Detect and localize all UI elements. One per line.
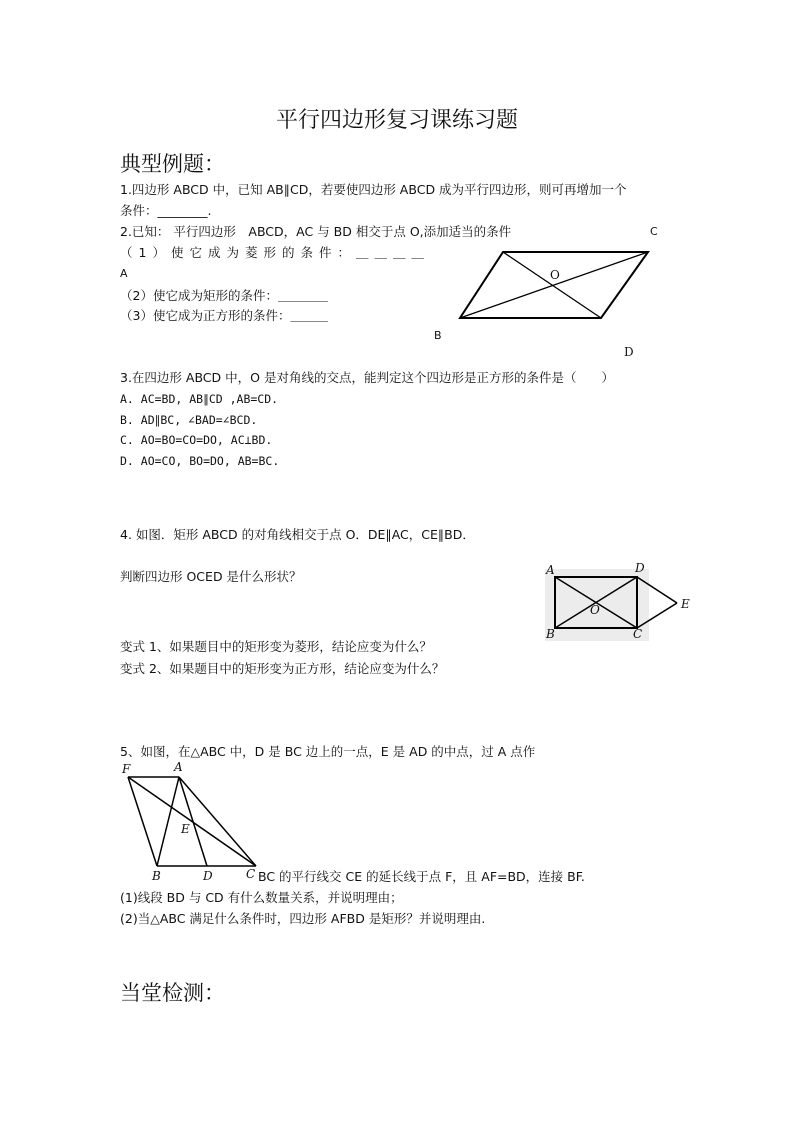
segment-fc xyxy=(128,777,256,866)
q4-stem: 4. 如图．矩形 ABCD 的对角线相交于点 O．DE∥AC，CE∥BD． xyxy=(120,527,475,542)
q5-label-b: B xyxy=(152,869,161,883)
q2-label-b: B xyxy=(434,329,442,342)
q5-label-d: D xyxy=(203,869,213,883)
q4-label-c: C xyxy=(633,627,643,641)
q5-sub1: (1)线段 BD 与 CD 有什么数量关系，并说明理由； xyxy=(120,890,403,905)
q2-label-o: O xyxy=(550,268,560,282)
q5-line2: BC 的平行线交 CE 的延长线于点 F，且 AF=BD，连接 BF. xyxy=(258,869,585,884)
q2-label-c: C xyxy=(650,225,658,238)
q5-sub2: (2)当△ABC 满足什么条件时，四边形 AFBD 是矩形？并说明理由. xyxy=(120,911,486,926)
q3-option-a: A. AC=BD, AB∥CD ,AB=CD. xyxy=(120,392,279,406)
q2-label-d: D xyxy=(624,345,634,359)
q5-label-a: A xyxy=(174,760,183,774)
q2-sub3: （3）使它成为正方形的条件：＿＿＿ xyxy=(120,308,328,323)
q4-label-o: O xyxy=(590,603,600,617)
q1-line1: 1.四边形 ABCD 中，已知 AB∥CD，若要使四边形 ABCD 成为平行四边形，则可再增加一个 xyxy=(120,182,627,197)
q5-label-c: C xyxy=(246,867,256,881)
segment-ac xyxy=(179,777,256,866)
q5-line1: 5、如图，在△ABC 中，D 是 BC 边上的一点，E 是 AD 的中点，过 A 点作 xyxy=(120,744,536,759)
q3-option-d: D. AO=CO, BO=DO, AB=BC. xyxy=(120,454,280,468)
q4-variant-2: 变式 2、如果题目中的矩形变为正方形，结论应变为什么？ xyxy=(120,661,445,676)
q5-label-e: E xyxy=(181,822,190,836)
q2-sub1: （1）使它成为菱形的条件：＿＿＿＿ xyxy=(120,245,430,260)
page-title: 平行四边形复习课练习题 xyxy=(275,108,518,133)
q4-question: 判断四边形 OCED 是什么形状？ xyxy=(120,569,302,584)
q5-label-f: F xyxy=(122,762,131,776)
q2-stem: 2.已知： 平行四边形 ABCD，AC 与 BD 相交于点 O,添加适当的条件 xyxy=(120,224,512,239)
section-heading-examples: 典型例题： xyxy=(120,152,225,176)
segment-fb xyxy=(128,777,157,866)
q3-option-b: B. AD∥BC, ∠BAD=∠BCD. xyxy=(120,413,258,427)
q4-variant-1: 变式 1、如果题目中的矩形变为菱形，结论应变为什么？ xyxy=(120,639,432,654)
q3-stem: 3.在四边形 ABCD 中，O 是对角线的交点，能判定这个四边形是正方形的条件是（ ） xyxy=(120,370,614,385)
q4-label-a: A xyxy=(546,563,555,577)
q4-label-e: E xyxy=(681,597,690,611)
section-heading-classroom-check: 当堂检测： xyxy=(120,981,225,1005)
q3-option-c: C. AO=BO=CO=DO, AC⊥BD. xyxy=(120,433,273,447)
q1-line2: 条件：________. xyxy=(120,203,212,218)
q4-label-b: B xyxy=(546,627,555,641)
q4-label-d: D xyxy=(635,561,645,575)
segment-ab xyxy=(157,777,179,866)
q2-label-a: A xyxy=(120,267,128,280)
q2-sub2: （2）使它成为矩形的条件：＿＿＿＿ xyxy=(120,288,328,303)
